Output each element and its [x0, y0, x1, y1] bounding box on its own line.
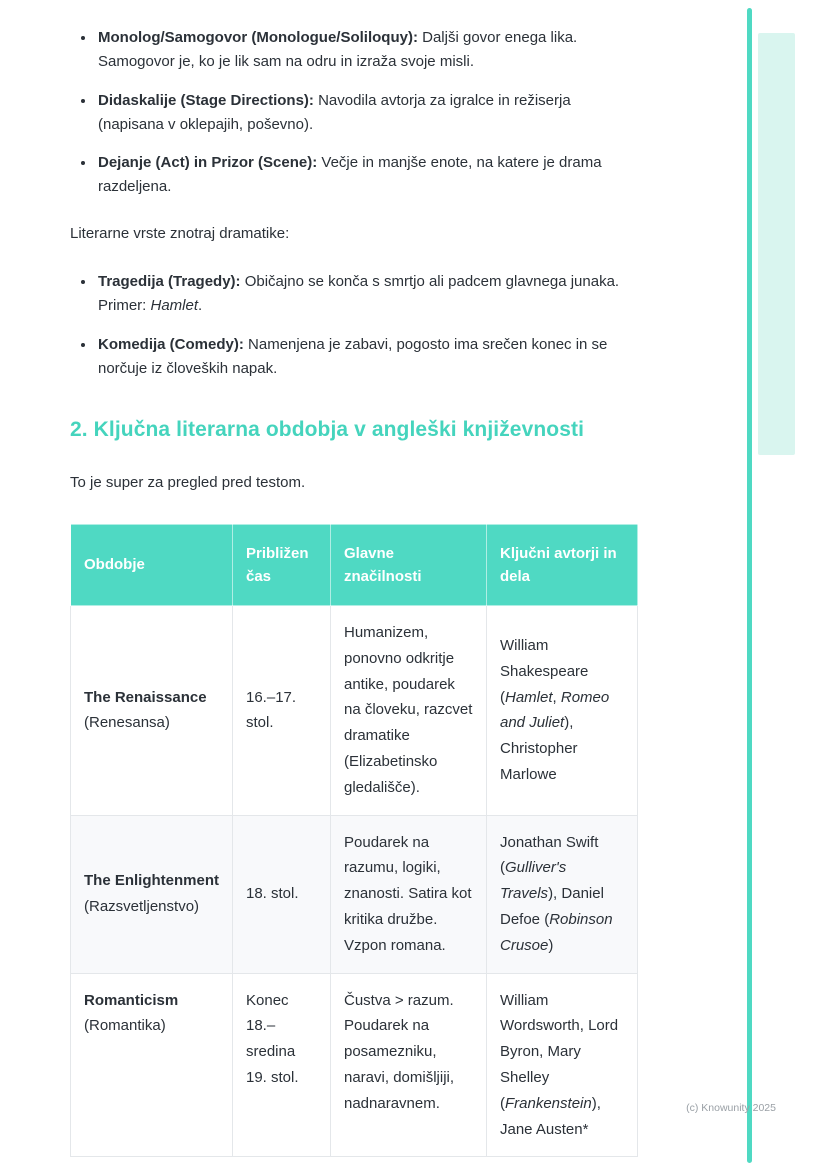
document-content	[70, 26, 637, 1157]
paragraph-literarne-vrste: Literarne vrste znotraj dramatike:	[70, 224, 290, 242]
table-row-renaissance	[71, 606, 638, 816]
bullet-list-drama-elements	[70, 26, 637, 200]
cell-authors: William Wordsworth, Lord Byron, Mary Shelley (Frankenstein), Jane Austen*	[487, 973, 638, 1157]
list-item-didaskalije: • Didaskalije (Stage Directions): Navodila avtorja za igralce in režiserja (napisana v oklepajih, poševno).	[96, 89, 637, 138]
cell-time: 16.–17. stol.	[233, 606, 331, 816]
cell-features: Poudarek na razumu, logiki, znanosti. Satira kot kritika družbe. Vzpon romana.	[331, 815, 487, 973]
list-item-tragedija: • Tragedija (Tragedy): Običajno se konča s smrtjo ali padcem glavnega junaka. Primer: Hamlet.	[96, 270, 637, 319]
list-item-komedija: • Komedija (Comedy): Namenjena je zabavi, pogosto ima srečen konec in se norčuje iz človeških napak.	[96, 333, 637, 382]
paragraph-pregled: To je super za pregled pred testom.	[70, 474, 306, 492]
cell-period: Romanticism (Romantika)	[71, 973, 233, 1157]
list-item-monolog: • Monolog/Samogovor (Monologue/Soliloquy): Daljši govor enega lika. Samogovor je, ko je lik sam na odru in izraža svoje misli.	[96, 26, 637, 75]
page-edge-accent-line	[747, 8, 752, 1163]
table-row-romanticism	[71, 973, 638, 1157]
table-header-row	[71, 524, 638, 606]
cell-time: 18. stol.	[233, 815, 331, 973]
cell-period: The Renaissance (Renesansa)	[71, 606, 233, 816]
literary-periods-table	[70, 524, 638, 1158]
cell-features: Čustva > razum. Poudarek na posamezniku, naravi, domišljiji, nadnaravnem.	[331, 973, 487, 1157]
cell-authors: Jonathan Swift (Gulliver's Travels), Daniel Defoe (Robinson Crusoe)	[487, 815, 638, 973]
cell-time: Konec 18.– sredina 19. stol.	[233, 973, 331, 1157]
bullet-list-literary-genres	[70, 270, 637, 381]
cell-period: The Enlightenment (Razsvetljenstvo)	[71, 815, 233, 973]
section-heading: 2. Ključna literarna obdobja v angleški književnosti	[70, 418, 585, 442]
scrollbar-thumb[interactable]	[758, 33, 795, 455]
cell-features: Humanizem, ponovno odkritje antike, poudarek na človeku, razcvet dramatike (Elizabetinsko gledališče).	[331, 606, 487, 816]
column-header-obdobje: Obdobje	[71, 524, 233, 606]
watermark: (c) Knowunity 2025	[686, 1102, 776, 1114]
column-header-znacilnosti: Glavne značilnosti	[331, 524, 487, 606]
table-row-enlightenment	[71, 815, 638, 973]
column-header-cas: Približen čas	[233, 524, 331, 606]
list-item-dejanje: • Dejanje (Act) in Prizor (Scene): Večje in manjše enote, na katere je drama razdeljena.	[96, 151, 637, 200]
cell-authors: William Shakespeare (Hamlet, Romeo and Juliet), Christopher Marlowe	[487, 606, 638, 816]
column-header-avtorji: Ključni avtorji in dela	[487, 524, 638, 606]
